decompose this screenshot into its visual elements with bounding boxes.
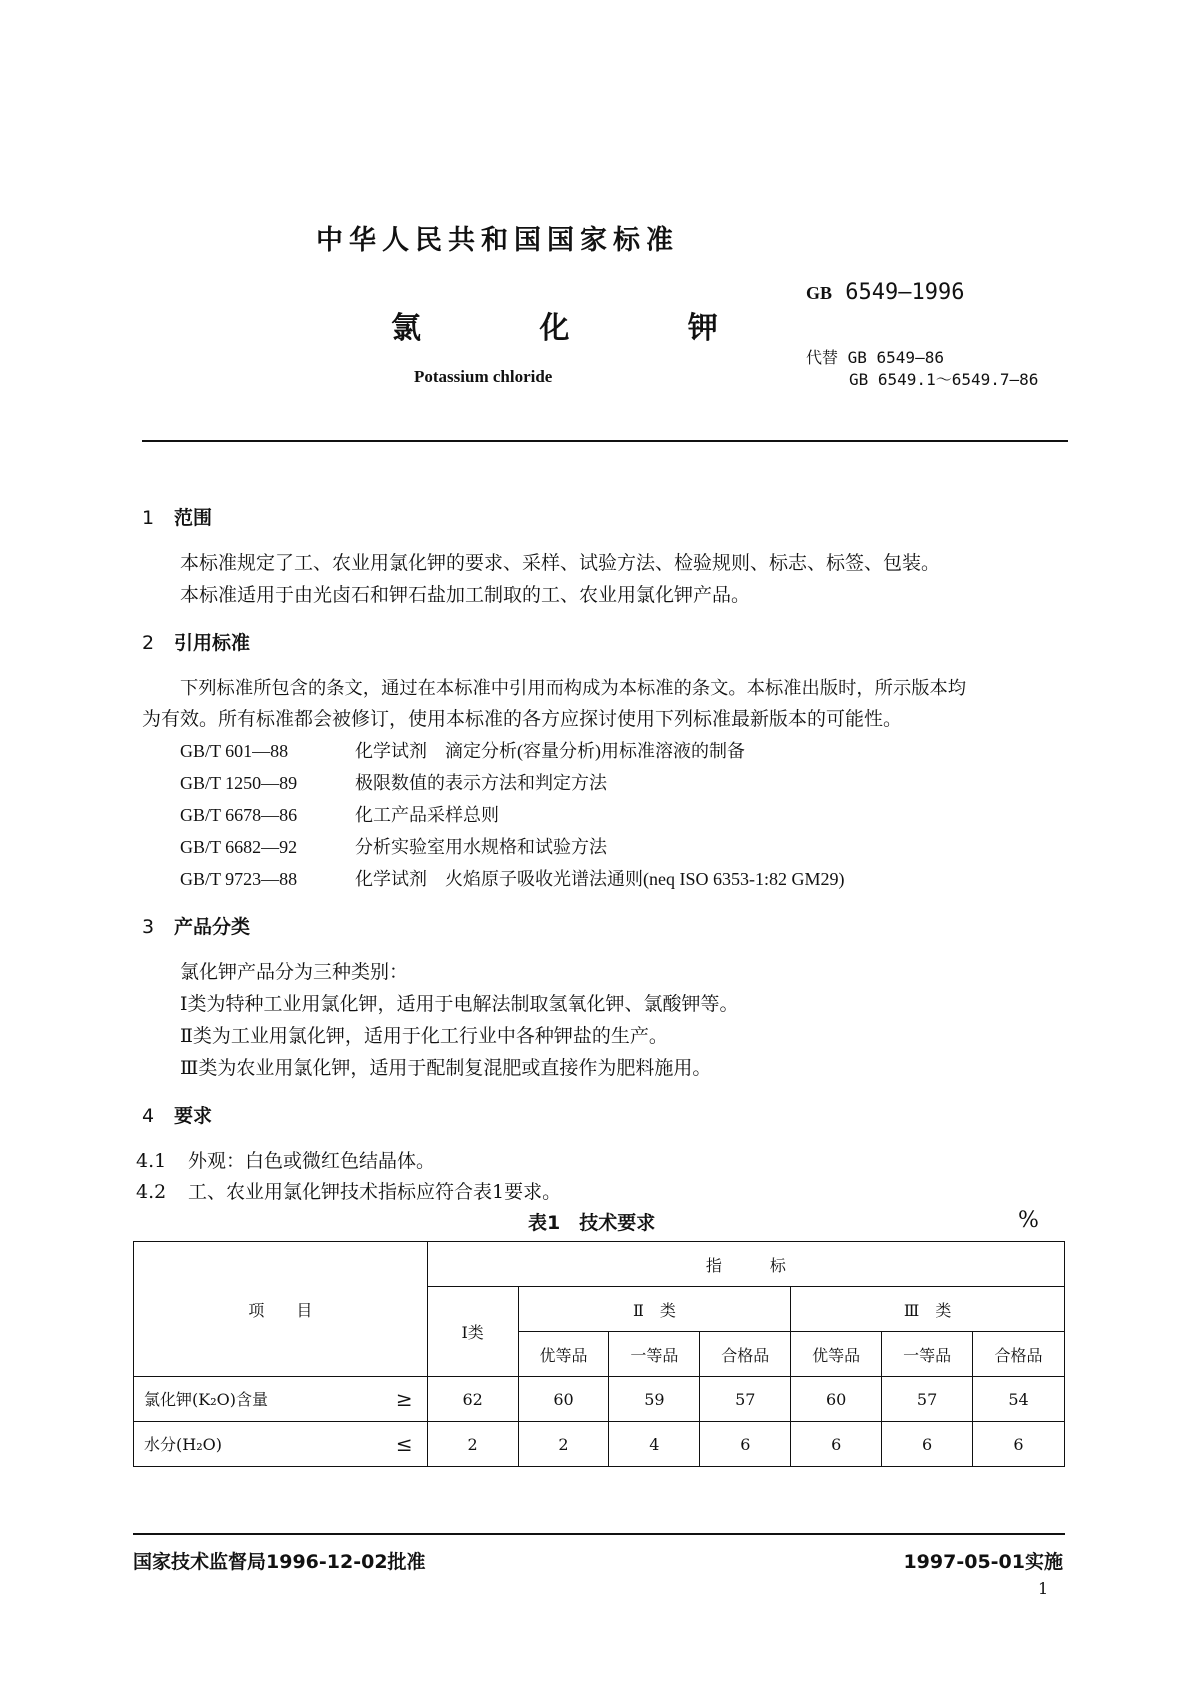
header-class-3: Ⅲ 类 bbox=[791, 1287, 1065, 1332]
table-cell: 62 bbox=[427, 1377, 518, 1422]
header-class-1: Ⅰ类 bbox=[427, 1287, 518, 1377]
replaces-line-2: GB 6549.1～6549.7—86 bbox=[849, 370, 1039, 389]
table-cell: 6 bbox=[882, 1422, 973, 1467]
reference-item: GB/T 6678—86 化工产品采样总则 bbox=[180, 805, 499, 825]
table-cell: 60 bbox=[791, 1377, 882, 1422]
table-cell: 4 bbox=[609, 1422, 700, 1467]
reference-item: GB/T 9723—88 化学试剂 火焰原子吸收光谱法通则(neq ISO 6353-1:82 GM29) bbox=[180, 869, 845, 889]
table-cell: 57 bbox=[882, 1377, 973, 1422]
section-1-para-2: 本标准适用于由光卤石和钾石盐加工制取的工、农业用氯化钾产品。 bbox=[180, 584, 751, 606]
grade-header: 合格品 bbox=[973, 1332, 1065, 1377]
reference-item: GB/T 601—88 化学试剂 滴定分析(容量分析)用标准溶液的制备 bbox=[180, 741, 745, 761]
section-1-para-1: 本标准规定了工、农业用氯化钾的要求、采样、试验方法、检验规则、标志、标签、包装。 bbox=[180, 552, 941, 574]
grade-header: 优等品 bbox=[791, 1332, 882, 1377]
grade-header: 一等品 bbox=[882, 1332, 973, 1377]
section-3-line: Ⅰ类为特种工业用氯化钾，适用于电解法制取氢氧化钾、氯酸钾等。 bbox=[180, 993, 739, 1015]
table-row bbox=[134, 1377, 1065, 1422]
header-item: 项 目 bbox=[134, 1242, 428, 1377]
row-item: 水分(H₂O) ≤ bbox=[134, 1422, 428, 1467]
grade-header: 优等品 bbox=[518, 1332, 609, 1377]
section-4-heading: 4 要求 bbox=[142, 1105, 213, 1127]
table-row bbox=[134, 1422, 1065, 1467]
table-cell: 2 bbox=[518, 1422, 609, 1467]
table-cell: 6 bbox=[973, 1422, 1065, 1467]
standard-code: 6549—1996 bbox=[845, 280, 965, 305]
technical-requirements-table bbox=[133, 1241, 1065, 1467]
section-3-line: 氯化钾产品分为三种类别： bbox=[180, 961, 409, 983]
national-standard-title: 中华人民共和国国家标准 bbox=[316, 225, 679, 256]
table-caption: 表1 技术要求 bbox=[528, 1212, 656, 1234]
footer-divider bbox=[133, 1533, 1065, 1535]
reference-item: GB/T 1250—89 极限数值的表示方法和判定方法 bbox=[180, 773, 607, 793]
table-cell: 6 bbox=[700, 1422, 791, 1467]
page-number: 1 bbox=[1038, 1579, 1049, 1598]
section-1-heading: 1 范围 bbox=[142, 507, 213, 529]
section-2-heading: 2 引用标准 bbox=[142, 632, 251, 654]
document-title: 氯 化 钾 bbox=[391, 311, 772, 346]
header-divider bbox=[142, 440, 1068, 442]
row-item: 氯化钾(K₂O)含量 ≥ bbox=[134, 1377, 428, 1422]
table-unit: % bbox=[1018, 1208, 1039, 1233]
section-4-item-1: 4.1 外观：白色或微红色结晶体。 bbox=[136, 1150, 436, 1172]
replaces-line-1: 代替 GB 6549—86 bbox=[806, 348, 944, 367]
section-3-line: Ⅲ类为农业用氯化钾，适用于配制复混肥或直接作为肥料施用。 bbox=[180, 1057, 712, 1079]
section-3-line: Ⅱ类为工业用氯化钾，适用于化工行业中各种钾盐的生产。 bbox=[180, 1025, 668, 1047]
table-cell: 60 bbox=[518, 1377, 609, 1422]
header-index: 指 标 bbox=[427, 1242, 1064, 1287]
table-cell: 57 bbox=[700, 1377, 791, 1422]
standard-number bbox=[806, 280, 964, 305]
grade-header: 合格品 bbox=[700, 1332, 791, 1377]
section-3-heading: 3 产品分类 bbox=[142, 916, 251, 938]
approval-date: 国家技术监督局1996-12-02批准 bbox=[133, 1551, 426, 1573]
table-cell: 2 bbox=[427, 1422, 518, 1467]
standard-prefix: GB bbox=[806, 283, 833, 303]
section-2-intro-line-1: 下列标准所包含的条文，通过在本标准中引用而构成为本标准的条文。本标准出版时，所示版本均 bbox=[180, 678, 967, 699]
table-cell: 54 bbox=[973, 1377, 1065, 1422]
section-4-item-2: 4.2 工、农业用氯化钾技术指标应符合表1要求。 bbox=[136, 1181, 562, 1203]
grade-header: 一等品 bbox=[609, 1332, 700, 1377]
reference-item: GB/T 6682—92 分析实验室用水规格和试验方法 bbox=[180, 837, 607, 857]
effective-date: 1997-05-01实施 bbox=[903, 1551, 1063, 1573]
table-cell: 59 bbox=[609, 1377, 700, 1422]
header-class-2: Ⅱ 类 bbox=[518, 1287, 791, 1332]
document-title-english: Potassium chloride bbox=[414, 367, 553, 386]
table-cell: 6 bbox=[791, 1422, 882, 1467]
section-2-intro-line-2: 为有效。所有标准都会被修订，使用本标准的各方应探讨使用下列标准最新版本的可能性。 bbox=[142, 708, 903, 730]
